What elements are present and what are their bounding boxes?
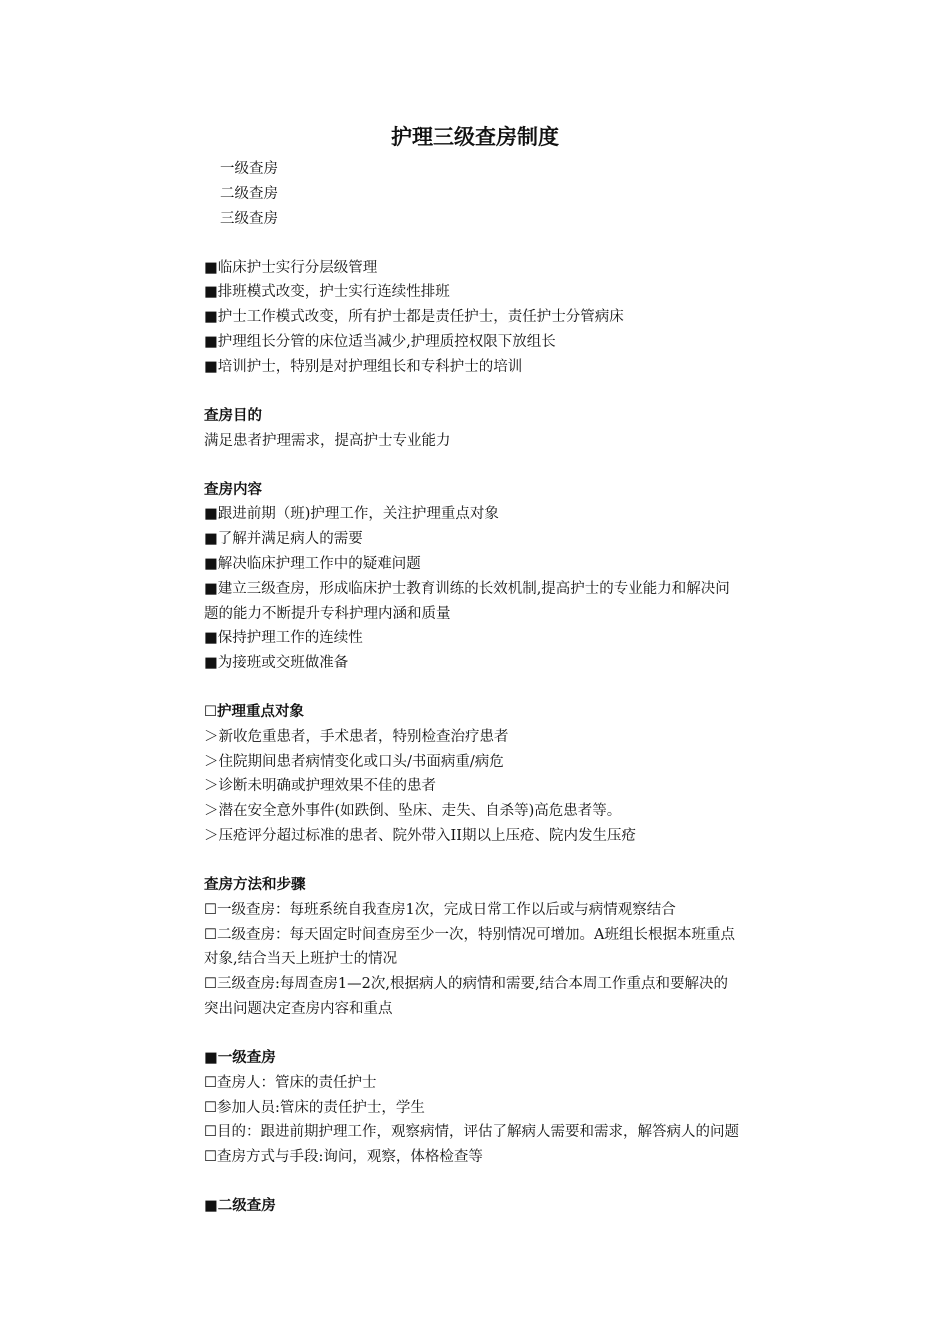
spacer [204,676,804,700]
key-target-line: ＞诊断未明确或护理效果不佳的患者 [204,778,436,795]
intro-bullet: ■排班模式改变，护士实行连续性排班 [204,284,450,301]
level-item-3: 三级查房 [220,210,278,227]
content-heading: 查房内容 [204,481,262,498]
document-body [204,157,804,1219]
key-target-line: ＞压疮评分超过标准的患者、院外带入II期以上压疮、院内发生压疮 [204,828,636,845]
level1-line: ☐查房方式与手段:询问，观察，体格检查等 [204,1149,483,1166]
purpose-text: 满足患者护理需求，提高护士专业能力 [204,432,451,449]
level1-line: ☐参加人员:管床的责任护士，学生 [204,1099,425,1116]
method-line: ☐一级查房：每班系统自我查房1次，完成日常工作以后或与病情观察结合 [204,901,676,918]
key-target-line: ＞潜在安全意外事件(如跌倒、坠床、走失、自杀等)高危患者等。 [204,803,622,820]
spacer [204,380,804,404]
level1-line: ☐目的：跟进前期护理工作，观察病情，评估了解病人需要和需求，解答病人的问题 [204,1124,739,1141]
method-line: 对象,结合当天上班护士的情况 [204,951,398,968]
intro-bullet: ■临床护士实行分层级管理 [204,259,378,276]
key-target-line: ＞住院期间患者病情变化或口头/书面病重/病危 [204,753,504,770]
level1-line: ☐查房人：管床的责任护士 [204,1074,377,1091]
content-line: 题的能力不断提升专科护理内涵和质量 [204,605,451,622]
page-title: 护理三级查房制度 [391,125,559,149]
spacer [204,1022,804,1046]
spacer [204,453,804,477]
spacer [204,849,804,873]
level-item-1: 一级查房 [220,161,278,177]
method-line: ☐二级查房：每天固定时间查房至少一次，特别情况可增加。A班组长根据本班重点 [204,926,735,943]
methods-heading: 查房方法和步骤 [204,877,306,894]
spacer [204,231,804,255]
level-item-2: 二级查房 [220,185,278,202]
content-line: ■跟进前期（班)护理工作，关注护理重点对象 [204,506,499,523]
spacer [204,1170,804,1194]
level1-heading: ■一级查房 [204,1050,276,1067]
key-targets-heading: ☐护理重点对象 [204,704,304,721]
content-line: ■建立三级查房，形成临床护士教育训练的长效机制,提高护士的专业能力和解决问 [204,580,730,597]
key-target-line: ＞新收危重患者，手术患者，特别检查治疗患者 [204,728,509,745]
purpose-heading: 查房目的 [204,407,262,424]
method-line: ☐三级查房:每周查房1—2次,根据病人的病情和需要,结合本周工作重点和要解决的 [204,976,729,993]
intro-bullet: ■培训护士，特别是对护理组长和专科护士的培训 [204,358,523,375]
level2-heading: ■二级查房 [204,1198,276,1215]
content-line: ■了解并满足病人的需要 [204,531,363,548]
method-line: 突出问题决定查房内容和重点 [204,1001,393,1018]
content-line: ■为接班或交班做准备 [204,655,349,672]
content-line: ■保持护理工作的连续性 [204,630,363,647]
intro-bullet: ■护理组长分管的床位适当减少,护理质控权限下放组长 [204,333,556,350]
intro-bullet: ■护士工作模式改变，所有护士都是责任护士，责任护士分管病床 [204,309,624,326]
content-line: ■解决临床护理工作中的疑难问题 [204,555,421,572]
